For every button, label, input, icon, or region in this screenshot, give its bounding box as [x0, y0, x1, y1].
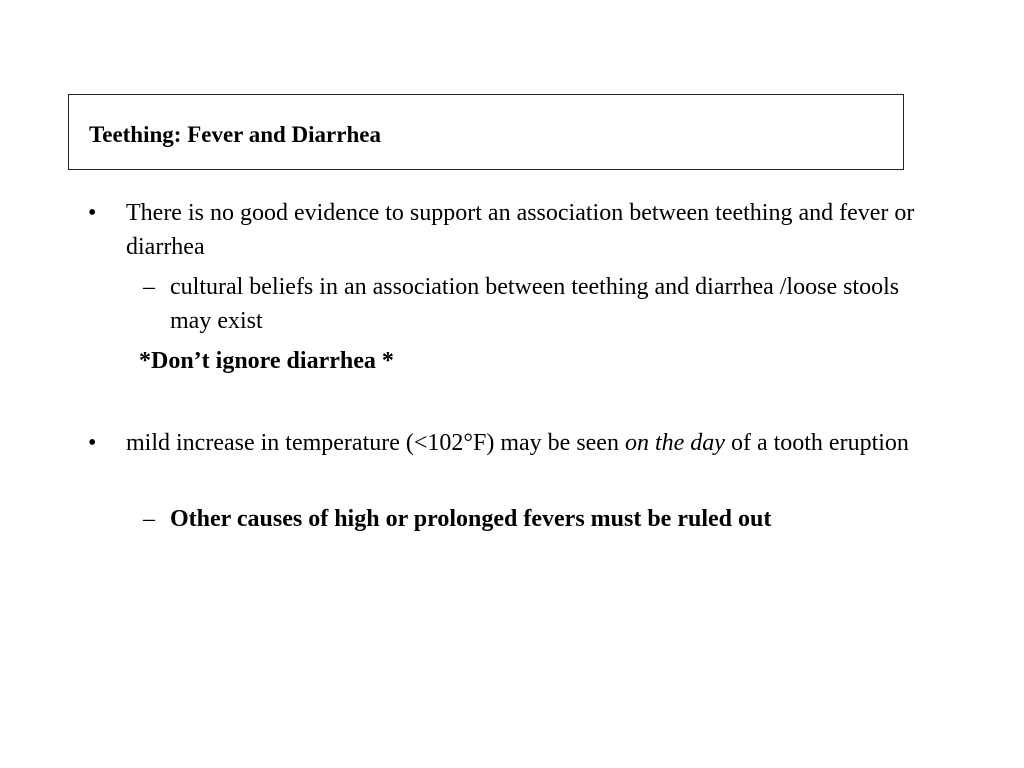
dash-marker-2: – — [143, 506, 155, 532]
emphasis-note: *Don’t ignore diarrhea * — [139, 348, 394, 374]
bullet-2-text-italic: on the day — [624, 430, 725, 456]
bullet-2-text-start: mild increase in temperature (<102°F) may be seen — [126, 430, 625, 456]
bullet-marker-2: • — [88, 430, 97, 456]
slide-title: Teething: Fever and Diarrhea — [89, 122, 381, 147]
sub-bullet-1-text: cultural beliefs in an association between teething and diarrhea /loose stools may exist — [170, 274, 900, 334]
bullet-1-text: There is no good evidence to support an association between teething and fever or diarrhea — [126, 200, 915, 260]
sub-bullet-2-text: Other causes of high or prolonged fevers must be ruled out — [170, 506, 772, 532]
bullet-2-text-end: of a tooth eruption — [724, 430, 909, 456]
dash-marker-1: – — [143, 274, 155, 300]
bullet-marker-1: • — [88, 200, 97, 226]
bullet-2-text — [126, 426, 916, 460]
title-box — [68, 94, 904, 170]
